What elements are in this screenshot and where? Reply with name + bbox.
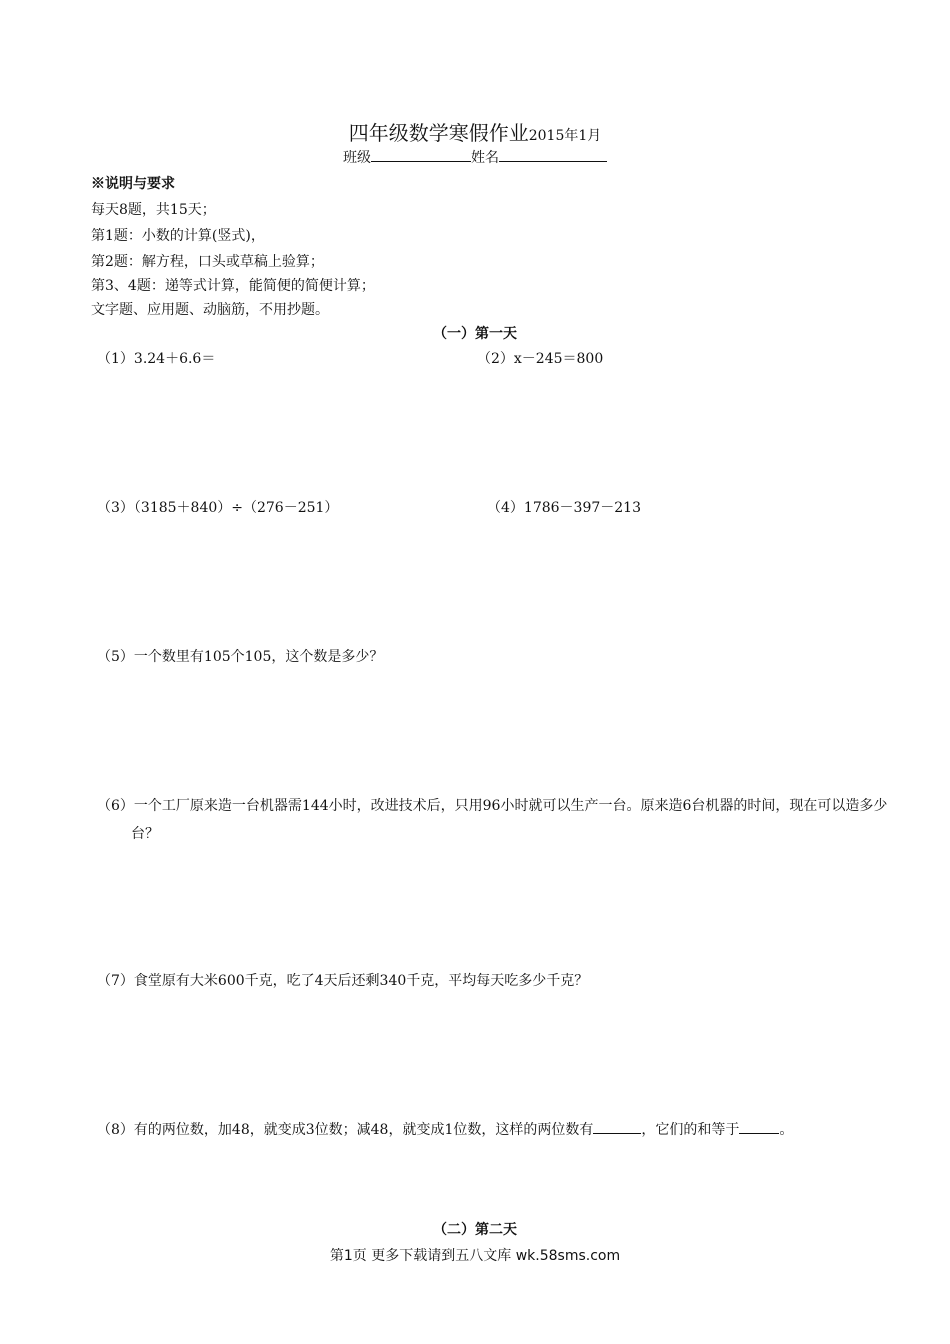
answer-blank-1[interactable] [593, 1121, 641, 1134]
question-2: （2）x－245＝800 [477, 351, 604, 367]
question-4: （4）1786－397－213 [487, 500, 641, 516]
page-title [0, 120, 950, 149]
day2-heading: （二）第二天 [433, 1222, 517, 1238]
instruction-line: 第1题：小数的计算(竖式)， [91, 228, 265, 244]
class-label: 班级 [343, 150, 371, 166]
instruction-line: 每天8题，共15天； [91, 202, 216, 218]
title-date: 2015年1月 [528, 128, 602, 144]
question-8-text-c: 。 [779, 1122, 794, 1138]
page-footer: 第1页 更多下载请到五八文库 wk.58sms.com [329, 1248, 621, 1264]
answer-blank-2[interactable] [739, 1121, 779, 1134]
day1-heading: （一）第一天 [433, 326, 517, 342]
question-3: （3）（3185＋840）÷（276－251） [97, 500, 339, 516]
question-8 [97, 1116, 891, 1144]
question-6: （6）一个工厂原来造一台机器需144小时，改进技术后，只用96小时就可以生产一台。原来造6台机器的时间，现在可以造多少台？ [97, 798, 888, 842]
instruction-line: 第2题：解方程，口头或草稿上验算； [91, 254, 324, 270]
instruction-line: 文字题、应用题、动脑筋，不用抄题。 [91, 302, 329, 318]
class-blank[interactable] [371, 149, 471, 162]
question-1: （1）3.24＋6.6＝ [97, 351, 216, 367]
question-7: （7）食堂原有大米600千克，吃了4天后还剩340千克，平均每天吃多少千克？ [97, 973, 589, 989]
title-text: 四年级数学寒假作业 [348, 121, 529, 145]
instructions-heading: ※说明与要求 [91, 176, 175, 192]
name-blank[interactable] [499, 149, 607, 162]
class-name-row [0, 148, 950, 168]
question-5: （5）一个数里有105个105，这个数是多少？ [97, 649, 384, 665]
question-8-text-b: ，它们的和等于 [641, 1122, 740, 1138]
question-8-text-a: （8）有的两位数，加48，就变成3位数；减48，就变成1位数，这样的两位数有 [97, 1122, 594, 1138]
name-label: 姓名 [471, 150, 499, 166]
instruction-line: 第3、4题：递等式计算，能简便的简便计算； [91, 278, 375, 294]
